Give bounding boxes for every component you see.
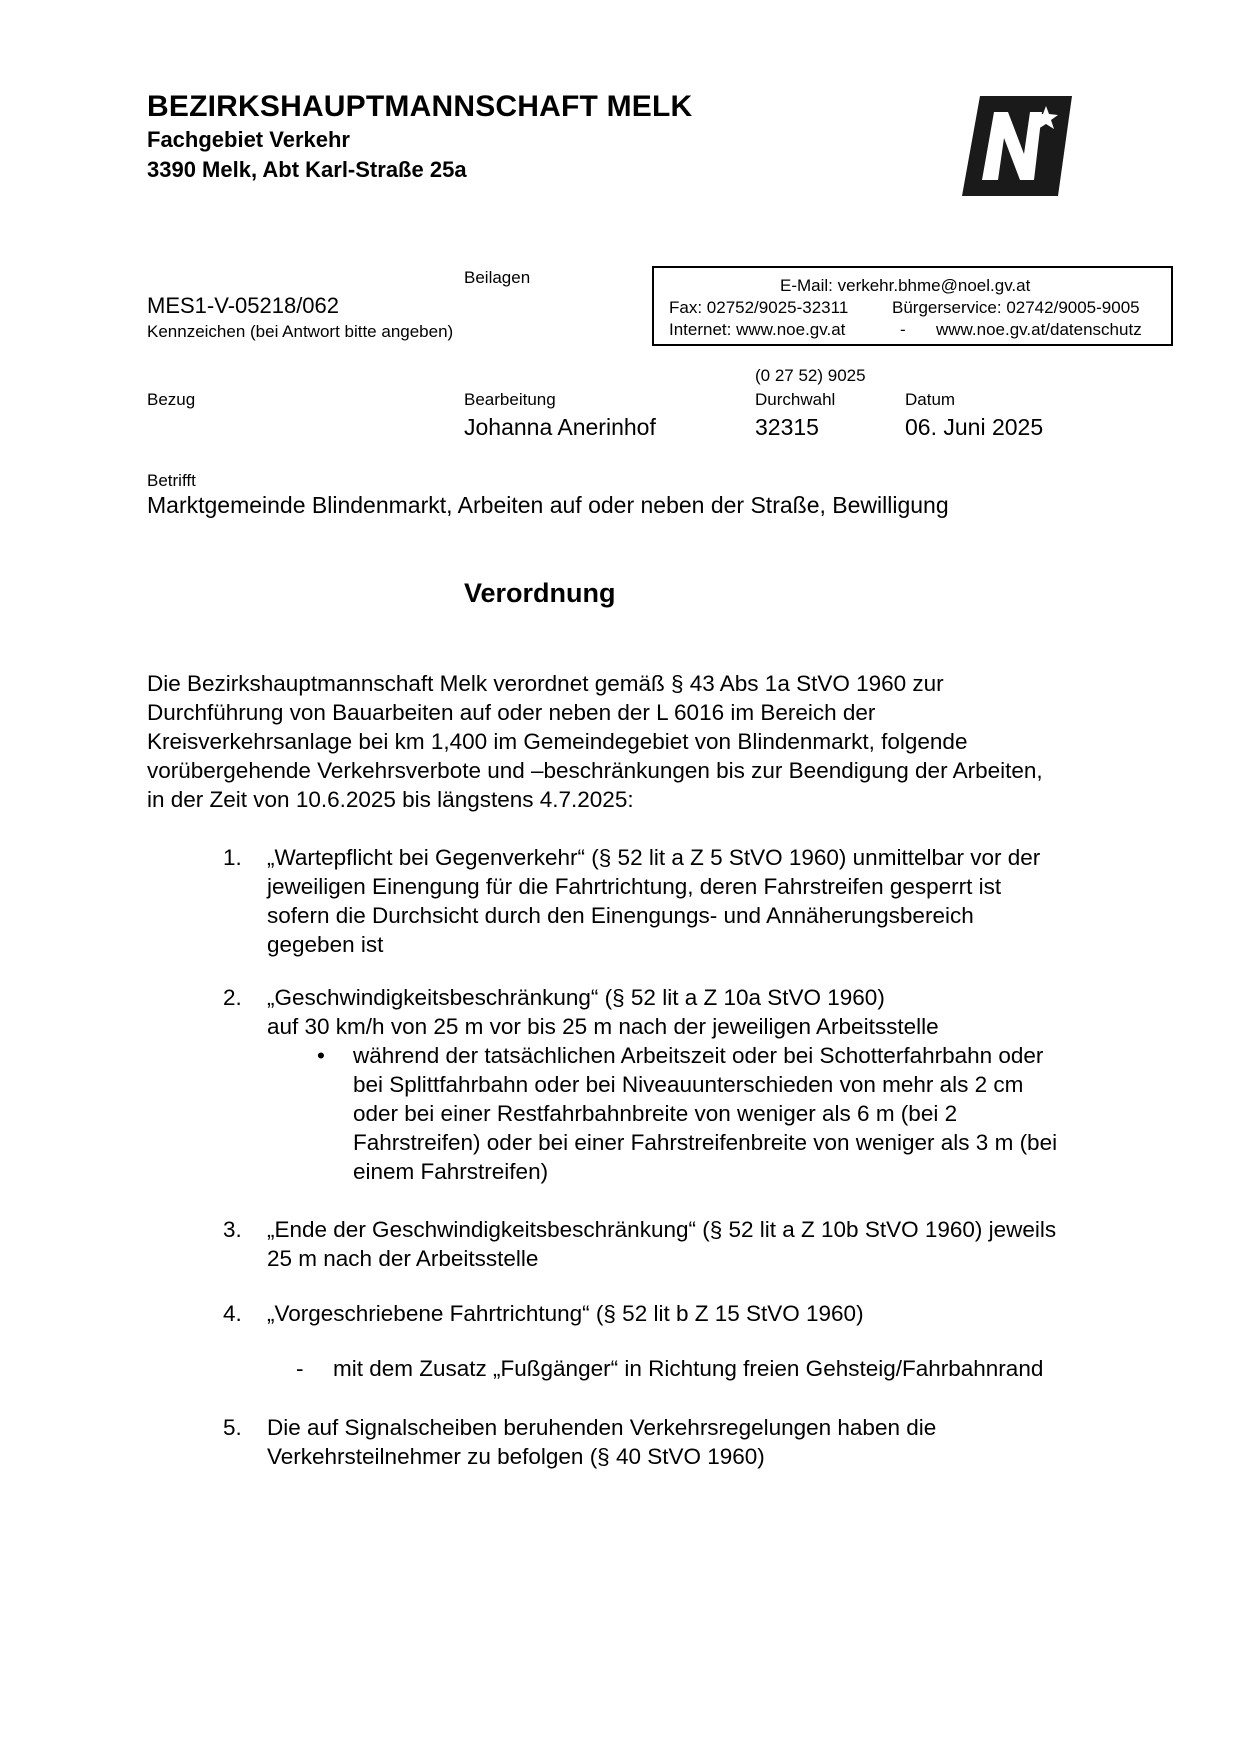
intro-line: in der Zeit von 10.6.2025 bis längstens 4.7.2025: xyxy=(147,787,634,812)
list-item-number: 3. xyxy=(223,1217,242,1242)
phone-prefix: (0 27 52) 9025 xyxy=(755,366,866,385)
list-item-line: gegeben ist xyxy=(267,932,384,957)
list-item-line: 25 m nach der Arbeitsstelle xyxy=(267,1246,539,1271)
intro-line: Durchführung von Bauarbeiten auf oder neben der L 6016 im Bereich der xyxy=(147,700,876,725)
reference-code-hint: Kennzeichen (bei Antwort bitte angeben) xyxy=(147,322,454,341)
intro-line: vorübergehende Verkehrsverbote und –beschränkungen bis zur Beendigung der Arbeiten, xyxy=(147,758,1043,783)
authority-name: BEZIRKSHAUPTMANNSCHAFT MELK xyxy=(147,90,693,123)
contact-datenschutz: www.noe.gv.at/datenschutz xyxy=(936,320,1142,339)
contact-box xyxy=(652,266,1173,346)
list-item-line: „Ende der Geschwindigkeitsbeschränkung“ (§ 52 lit a Z 10b StVO 1960) jeweils xyxy=(267,1217,1057,1242)
reference-code: MES1-V-05218/062 xyxy=(147,293,340,318)
dash-marker: - xyxy=(296,1356,304,1381)
list-item-line: „Wartepflicht bei Gegenverkehr“ (§ 52 lit a Z 5 StVO 1960) unmittelbar vor der xyxy=(267,845,1041,870)
bezug-label: Bezug xyxy=(147,390,196,409)
contact-email: E-Mail: verkehr.bhme@noel.gv.at xyxy=(780,276,1031,295)
subject-text: Marktgemeinde Blindenmarkt, Arbeiten auf oder neben der Straße, Bewilligung xyxy=(147,492,949,518)
noe-logo-icon xyxy=(962,96,1072,196)
bullet-line: einem Fahrstreifen) xyxy=(353,1159,549,1184)
list-item-line: „Vorgeschriebene Fahrtrichtung“ (§ 52 lit b Z 15 StVO 1960) xyxy=(267,1301,864,1326)
durchwahl-label: Durchwahl xyxy=(755,390,836,409)
bullet-line: Fahrstreifen) oder bei einer Fahrstreifenbreite von weniger als 3 m (bei xyxy=(353,1130,1058,1155)
contact-separator: - xyxy=(900,320,906,339)
list-item-number: 5. xyxy=(223,1415,242,1440)
intro-line: Die Bezirkshauptmannschaft Melk verordnet gemäß § 43 Abs 1a StVO 1960 zur xyxy=(147,671,944,696)
list-item-number: 4. xyxy=(223,1301,242,1326)
contact-buergerservice: Bürgerservice: 02742/9005-9005 xyxy=(892,298,1140,317)
list-item-line: Die auf Signalscheiben beruhenden Verkehrsregelungen haben die xyxy=(267,1415,937,1440)
department-name: Fachgebiet Verkehr xyxy=(147,127,350,152)
document-title: Verordnung xyxy=(464,578,616,608)
beilagen-label: Beilagen xyxy=(464,268,531,287)
bullet-line: bei Splittfahrbahn oder bei Niveauunterschieden von mehr als 2 cm xyxy=(353,1072,1024,1097)
bearbeitung-value: Johanna Anerinhof xyxy=(464,414,656,440)
intro-line: Kreisverkehrsanlage bei km 1,400 im Gemeindegebiet von Blindenmarkt, folgende xyxy=(147,729,968,754)
list-item-line: auf 30 km/h von 25 m vor bis 25 m nach der jeweiligen Arbeitsstelle xyxy=(267,1014,939,1039)
list-item-line: sofern die Durchsicht durch den Einengungs- und Annäherungsbereich xyxy=(267,903,974,928)
authority-address: 3390 Melk, Abt Karl-Straße 25a xyxy=(147,157,467,182)
list-item-number: 1. xyxy=(223,845,242,870)
dash-line-text: mit dem Zusatz „Fußgänger“ in Richtung freien Gehsteig/Fahrbahnrand xyxy=(333,1356,1044,1381)
list-item-line: „Geschwindigkeitsbeschränkung“ (§ 52 lit a Z 10a StVO 1960) xyxy=(267,985,885,1010)
bullet-line: oder bei einer Restfahrbahnbreite von weniger als 6 m (bei 2 xyxy=(353,1101,958,1126)
datum-value: 06. Juni 2025 xyxy=(905,414,1044,440)
bullet-line: während der tatsächlichen Arbeitszeit oder bei Schotterfahrbahn oder xyxy=(353,1043,1044,1068)
datum-label: Datum xyxy=(905,390,956,409)
durchwahl-value: 32315 xyxy=(755,414,819,440)
intro-paragraph xyxy=(147,669,1157,814)
list-item-line: Verkehrsteilnehmer zu befolgen (§ 40 StVO 1960) xyxy=(267,1444,765,1469)
contact-fax: Fax: 02752/9025-32311 xyxy=(669,298,849,317)
bearbeitung-label: Bearbeitung xyxy=(464,390,556,409)
bullet-icon: • xyxy=(317,1043,325,1068)
list-item-number: 2. xyxy=(223,985,242,1010)
bullet-item xyxy=(317,1041,1147,1186)
list-item-line: jeweiligen Einengung für die Fahrtrichtung, deren Fahrstreifen gesperrt ist xyxy=(267,874,1002,899)
contact-internet: Internet: www.noe.gv.at xyxy=(669,320,846,339)
subject-label: Betrifft xyxy=(147,471,196,490)
